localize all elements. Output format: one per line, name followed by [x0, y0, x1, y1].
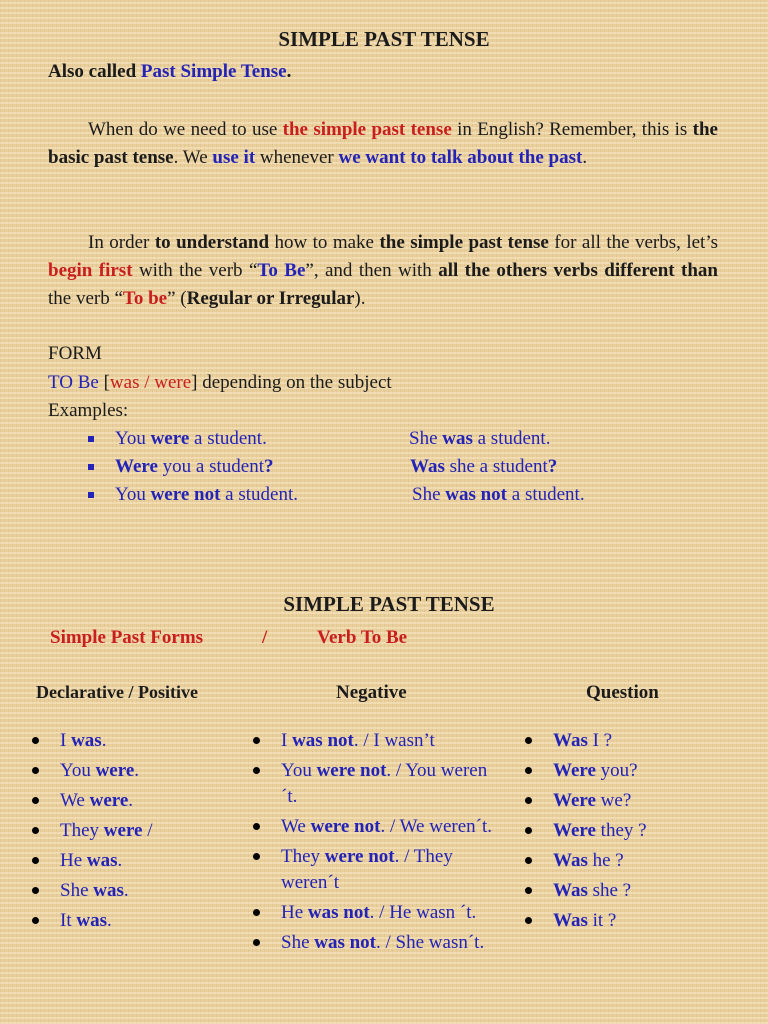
example-left: Were you a student?	[115, 456, 274, 477]
example-left: You were not a student.	[115, 484, 298, 505]
declarative-list	[30, 728, 240, 938]
header-negative: Negative	[336, 682, 407, 703]
header-question: Question	[586, 682, 659, 703]
list-item: Was she ?	[523, 878, 743, 904]
section-title: SIMPLE PAST TENSE	[283, 592, 495, 616]
list-item: Was it ?	[523, 908, 743, 934]
paragraph-when: When do we need to use the simple past tense in English? Remember, this is the basic past tense. We use it whenever we want to talk about the past.	[48, 119, 718, 168]
header-declarative: Declarative / Positive	[36, 682, 198, 702]
list-item: We were not. / We weren´t.	[251, 814, 501, 840]
list-item: Was I ?	[523, 728, 743, 754]
square-bullet-icon	[88, 436, 94, 442]
example-right: She was a student.	[409, 428, 551, 449]
page-title: SIMPLE PAST TENSE	[278, 27, 490, 51]
list-item: He was.	[30, 848, 240, 874]
list-item: She was.	[30, 878, 240, 904]
list-item: Were we?	[523, 788, 743, 814]
examples-label: Examples:	[48, 400, 129, 421]
subtitle-separator: /	[262, 627, 268, 648]
subtitle-left: Simple Past Forms	[50, 627, 204, 648]
list-item: They were /	[30, 818, 240, 844]
list-item: You were.	[30, 758, 240, 784]
form-rule: TO Be [was / were] depending on the subject	[48, 372, 392, 393]
subtitle-right: Verb To Be	[317, 627, 408, 648]
square-bullet-icon	[88, 464, 94, 470]
list-item: Were they ?	[523, 818, 743, 844]
list-item: I was.	[30, 728, 240, 754]
also-called-line: Also called Past Simple Tense.	[48, 61, 292, 82]
example-right: Was she a student?	[410, 456, 558, 477]
example-right: She was not a student.	[412, 484, 585, 505]
list-item: He was not. / He wasn ´t.	[251, 900, 501, 926]
list-item: Were you?	[523, 758, 743, 784]
also-called-label: Also called	[48, 61, 141, 82]
list-item: It was.	[30, 908, 240, 934]
paragraph-in-order: In order to understand how to make the simple past tense for all the verbs, let’s begin first with the verb “To Be”, and then with all the others verbs different than the verb “To be” (Regular or Irregular).	[48, 232, 719, 309]
example-left: You were a student.	[115, 428, 267, 449]
negative-list	[251, 728, 501, 960]
question-list	[523, 728, 743, 938]
form-heading: FORM	[48, 343, 102, 364]
list-item: You were not. / You weren´t.	[251, 758, 501, 810]
square-bullet-icon	[88, 492, 94, 498]
list-item: She was not. / She wasn´t.	[251, 930, 501, 956]
list-item: Was he ?	[523, 848, 743, 874]
list-item: They were not. / They weren´t	[251, 844, 501, 896]
list-item: We were.	[30, 788, 240, 814]
also-called-name: Past Simple Tense	[140, 61, 287, 82]
list-item: I was not. / I wasn’t	[251, 728, 501, 754]
